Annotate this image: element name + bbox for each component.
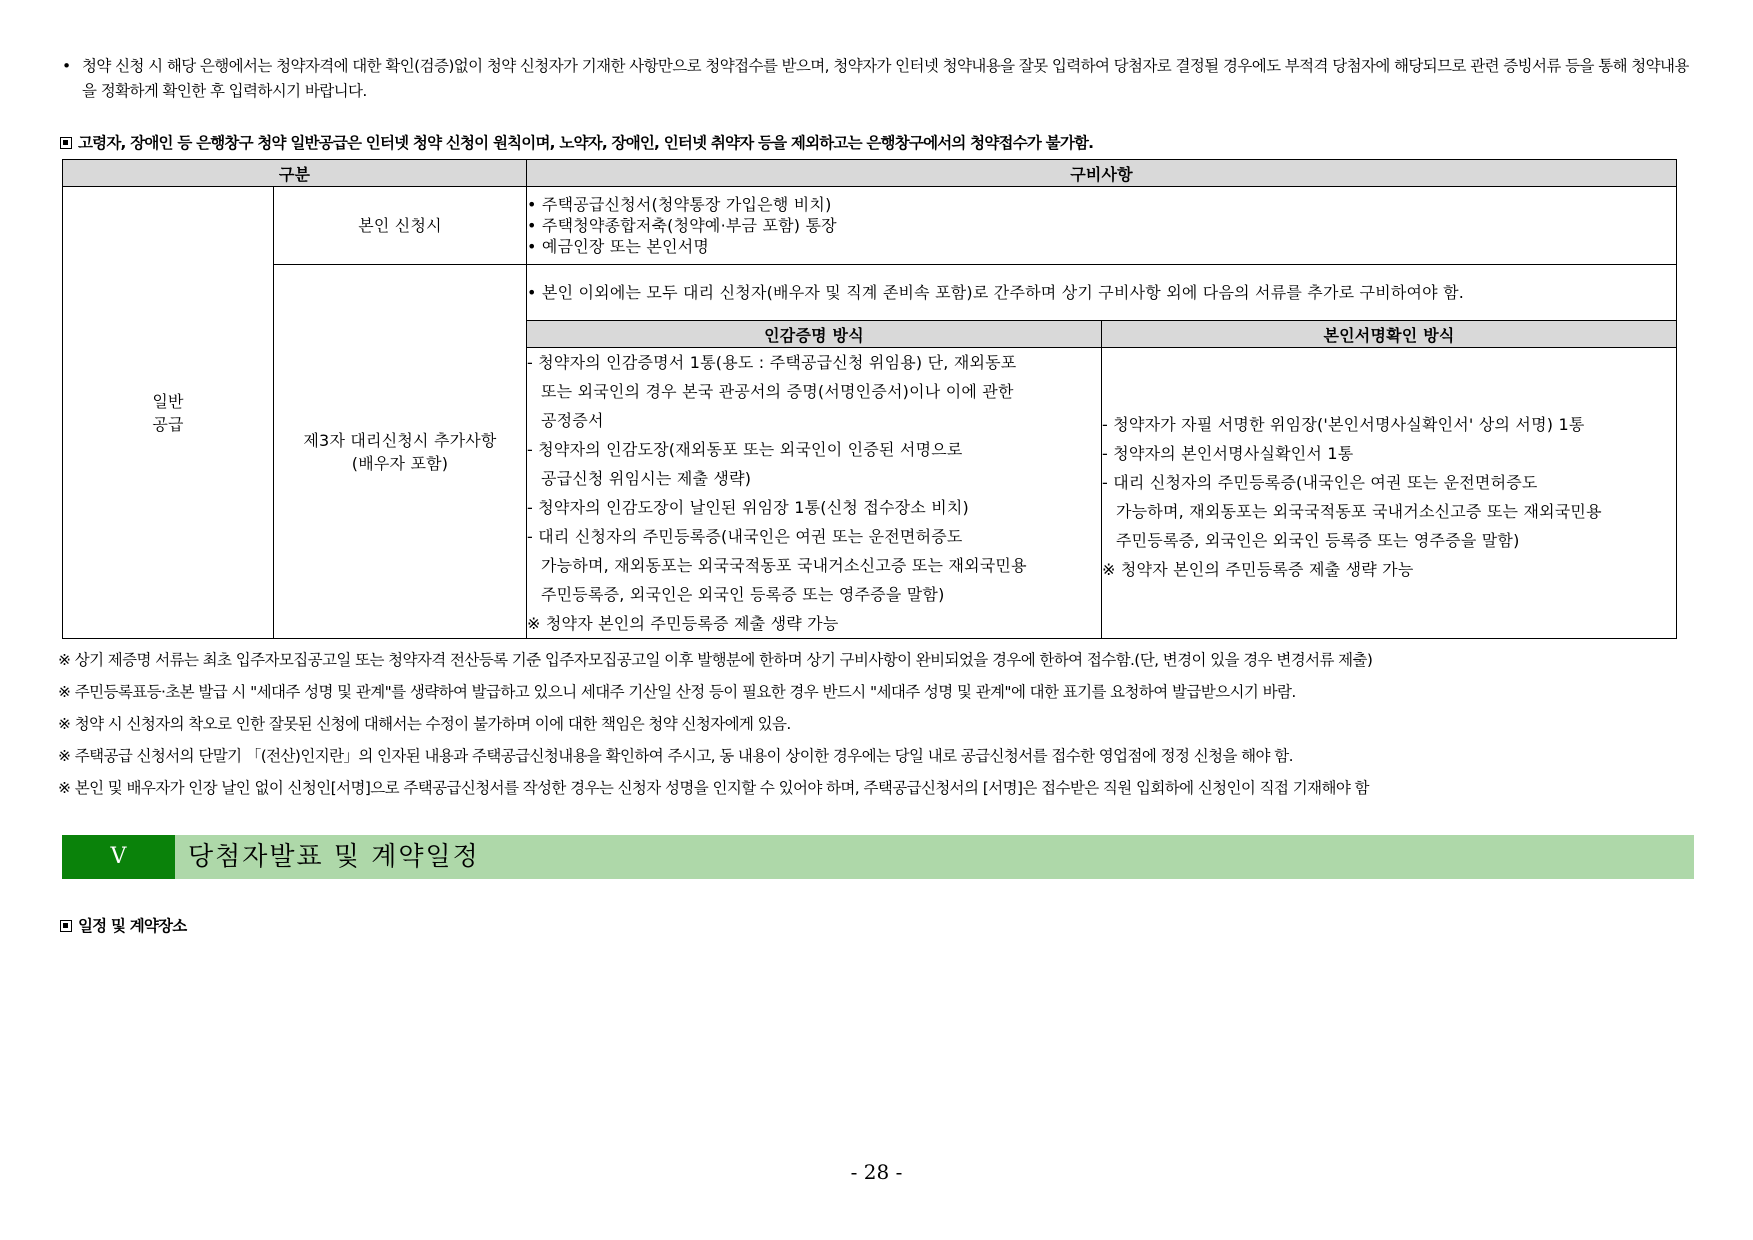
intro-bullet-text: 청약 신청 시 해당 은행에서는 청약자격에 대한 확인(검증)없이 청약 신청자가 기재한 사항만으로 청약접수를 받으며, 청약자가 인터넷 청약내용을 잘못 입력하여 당첨자로 결정될 경우에도 부적격 당첨자에 해당되므로 관련 증빙서류 등을 통해 청약내용을 정확하게 확인한 후 입력하시기 바랍니다. [82,57,1689,100]
list-item: - 청약자의 인감도장이 날인된 위임장 1통(신청 접수장소 비치) [527,498,969,517]
seal-method-header: 인감증명 방식 [527,321,1102,348]
supply-type-cell [63,187,274,639]
proxy-note: • 본인 이외에는 모두 대리 신청자(배우자 및 직계 존비속 포함)로 간주하며 상기 구비사항 외에 다음의 서류를 추가로 구비하여야 함. [527,265,1677,321]
list-item: • 주택공급신청서(청약통장 가입은행 비치) [527,195,832,214]
note-item: ※ 주민등록표등·초본 발급 시 "세대주 성명 및 관계"를 생략하여 발급하고 있으니 세대주 기산일 산정 등이 필요한 경우 반드시 "세대주 성명 및 관계"에 대한 표기를 요청하여 발급받으시기 바람. [58,683,1296,701]
list-item: • 주택청약종합저축(청약예·부금 포함) 통장 [527,216,837,235]
header-requirements: 구비사항 [527,160,1677,187]
list-item: • 예금인장 또는 본인서명 [527,237,710,256]
list-item: - 청약자의 인감증명서 1통(용도 : 주택공급신청 위임용) 단, 재외동포 [527,353,1017,372]
bullet-dot: • [62,57,71,75]
chapter-number: V [62,835,175,879]
note-item: ※ 본인 및 배우자가 인장 날인 없이 신청인[서명]으로 주택공급신청서를 작성한 경우는 신청자 성명을 인지할 수 있어야 하며, 주택공급신청서의 [서명]은 접수받은 직원 입회하에 신청인이 직접 기재해야 함 [58,779,1369,797]
subsection-heading [60,914,186,936]
list-item: ※ 청약자 본인의 주민등록증 제출 생략 가능 [527,614,839,633]
supply-type-line1: 일반 [152,391,184,411]
subsection-heading-text: 일정 및 계약장소 [78,917,187,935]
section-heading [60,131,1093,153]
seal-method-items [527,348,1102,639]
intro-bullet-paragraph [62,54,1702,104]
supply-type-line2: 공급 [152,414,184,434]
chapter-title: 당첨자발표 및 계약일정 [188,842,480,872]
list-item: 주민등록증, 외국인은 외국인 등록증 또는 영주증을 말함) [541,585,945,604]
proxy-label-line1: 제3자 대리신청시 추가사항 [303,430,497,450]
self-application-items [527,187,1677,265]
square-bullet-icon [60,920,72,932]
list-item: - 청약자의 본인서명사실확인서 1통 [1102,444,1354,463]
list-item: ※ 청약자 본인의 주민등록증 제출 생략 가능 [1102,560,1414,579]
list-item: 공급신청 위임시는 제출 생략) [541,469,752,488]
section-heading-text: 고령자, 장애인 등 은행창구 청약 일반공급은 인터넷 청약 신청이 원칙이며, 노약자, 장애인, 인터넷 취약자 등을 제외하고는 은행창구에서의 청약접수가 불가함. [78,134,1094,152]
list-item: - 대리 신청자의 주민등록증(내국인은 여권 또는 운전면허증도 [1102,473,1538,492]
table-header-row [63,160,1677,187]
list-item: - 대리 신청자의 주민등록증(내국인은 여권 또는 운전면허증도 [527,527,963,546]
list-item: 가능하며, 재외동포는 외국국적동포 국내거소신고증 또는 재외국민용 [541,556,1027,575]
note-item: ※ 청약 시 신청자의 착오로 인한 잘못된 신청에 대해서는 수정이 불가하며 이에 대한 책임은 청약 신청자에게 있음. [58,715,791,733]
list-item: 가능하며, 재외동포는 외국국적동포 국내거소신고증 또는 재외국민용 [1116,502,1602,521]
square-bullet-icon [60,137,72,149]
proxy-application-label [274,265,527,639]
requirements-table [62,159,1677,639]
table-row [63,187,1677,265]
list-item: 공정증서 [541,411,604,430]
list-item: - 청약자가 자필 서명한 위임장('본인서명사실확인서' 상의 서명) 1통 [1102,415,1585,434]
self-application-label: 본인 신청시 [274,187,527,265]
list-item: 또는 외국인의 경우 본국 관공서의 증명(서명인증서)이나 이에 관한 [541,382,1014,401]
header-category: 구분 [63,160,527,187]
list-item: - 청약자의 인감도장(재외동포 또는 외국인이 인증된 서명으로 [527,440,963,459]
note-item: ※ 주택공급 신청서의 단말기 「(전산)인지란」의 인자된 내용과 주택공급신청내용을 확인하여 주시고, 동 내용이 상이한 경우에는 당일 내로 공급신청서를 접수한 영업점에 정정 신청을 해야 함. [58,747,1293,765]
note-item: ※ 상기 제증명 서류는 최초 입주자모집공고일 또는 청약자격 전산등록 기준 입주자모집공고일 이후 발행분에 한하며 상기 구비사항이 완비되었을 경우에 한하여 접수함.(단, 변경이 있을 경우 변경서류 제출) [58,651,1373,669]
proxy-label-line2: (배우자 포함) [351,453,449,473]
table-row [63,265,1677,321]
list-item: 주민등록증, 외국인은 외국인 등록증 또는 영주증을 말함) [1116,531,1520,550]
sign-method-header: 본인서명확인 방식 [1102,321,1677,348]
sign-method-items [1102,348,1677,639]
page-number: - 28 - [850,1160,903,1184]
chapter-banner [62,835,1694,879]
